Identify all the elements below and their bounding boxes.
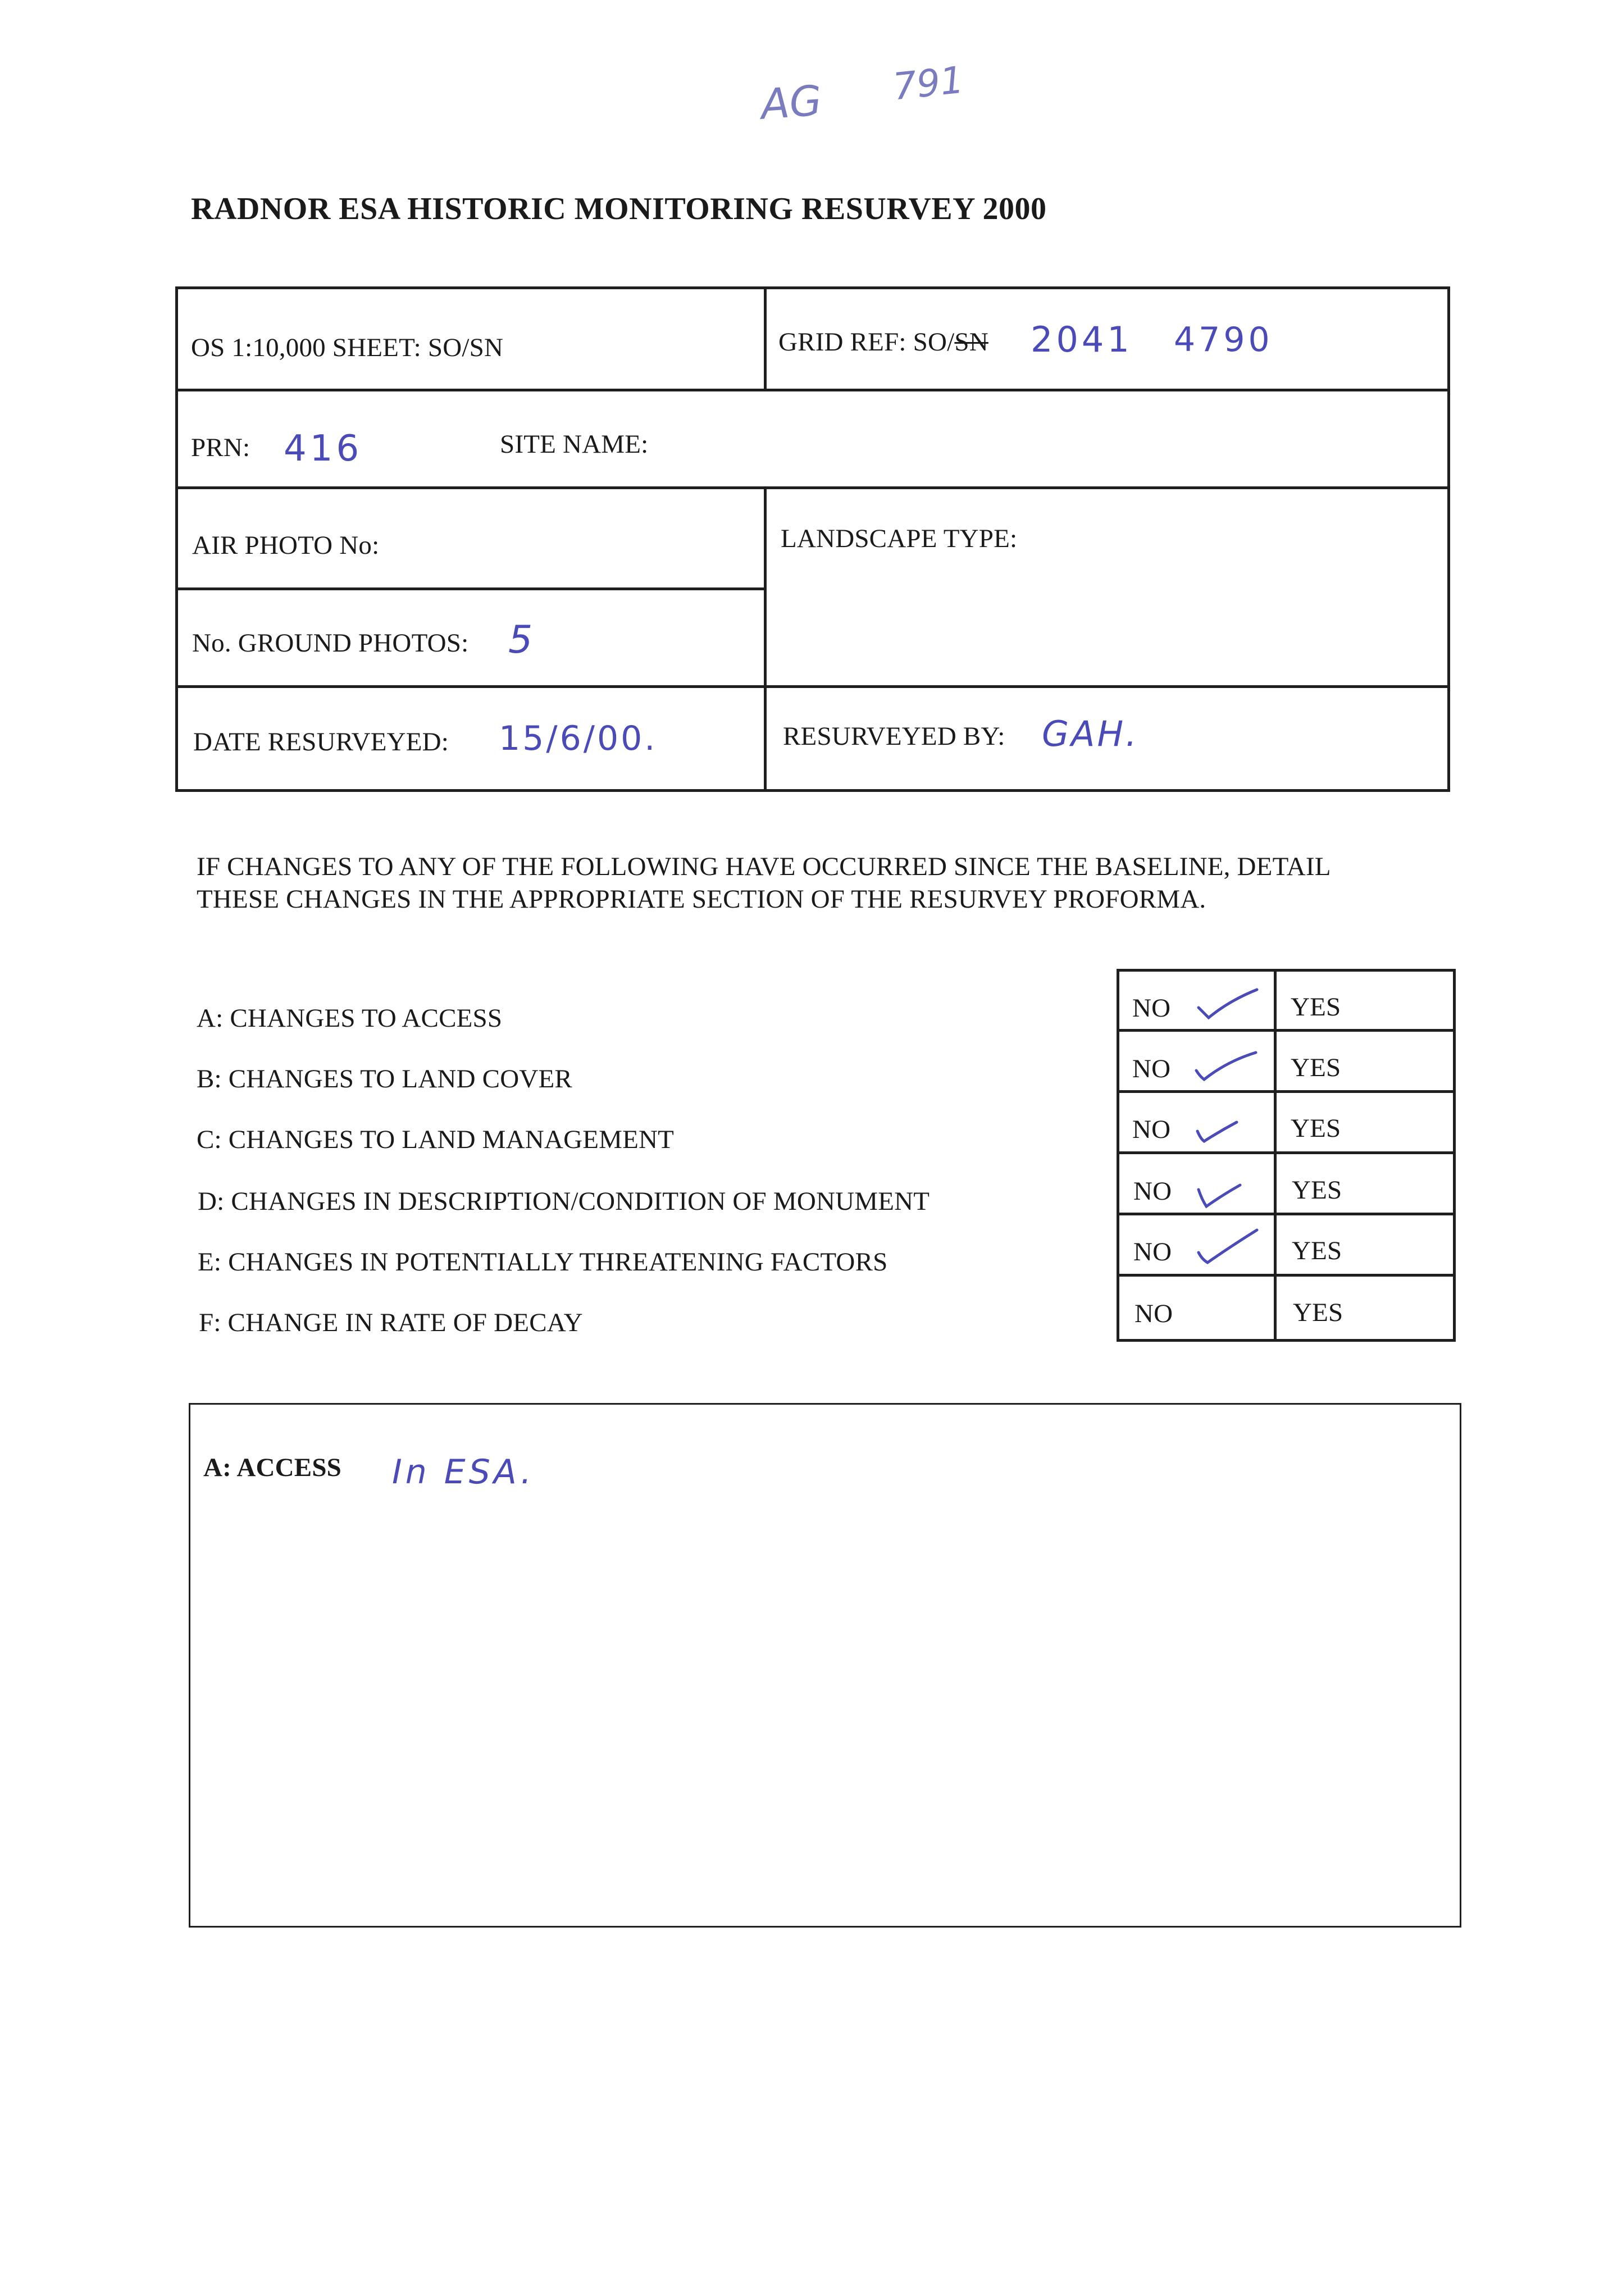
yes-option-d[interactable]: YES [1292,1176,1342,1205]
change-label-a: A: CHANGES TO ACCESS [197,1004,503,1033]
access-note[interactable]: In ESA. [392,1452,535,1492]
yes-option-c[interactable]: YES [1291,1114,1341,1143]
yes-option-b[interactable]: YES [1291,1053,1341,1082]
no-option-e[interactable]: NO [1133,1237,1172,1267]
prn-label: PRN: [191,433,250,462]
page-title: RADNOR ESA HISTORIC MONITORING RESURVEY 2000 [191,192,1047,226]
resurveyed-by-label: RESURVEYED BY: [783,722,1005,751]
prn-value: 416 [284,428,363,470]
row-divider [175,486,1450,489]
row-divider [175,389,1450,391]
tick-icon [1194,1114,1245,1148]
column-divider [764,486,767,792]
tick-icon [1193,1046,1260,1085]
grid-ref-northing: 4790 [1174,320,1273,359]
no-option-c[interactable]: NO [1132,1115,1171,1144]
change-label-f: F: CHANGE IN RATE OF DECAY [199,1308,583,1337]
yes-no-row-divider [1117,1213,1456,1215]
yes-no-row-divider [1117,1090,1456,1093]
change-label-c: C: CHANGES TO LAND MANAGEMENT [197,1125,675,1154]
yes-no-row-divider [1117,1151,1456,1154]
row-divider [175,685,1450,688]
air-photo-label: AIR PHOTO No: [192,531,380,560]
site-name-label: SITE NAME: [500,430,649,459]
no-option-f[interactable]: NO [1135,1299,1173,1328]
os-sheet-label: OS 1:10,000 SHEET: SO/SN [191,333,504,362]
grid-ref-easting: 2041 [1031,319,1133,360]
grid-ref-label: GRID REF: SO/ [778,327,955,357]
ground-photos-value: 5 [508,618,533,662]
no-option-b[interactable]: NO [1132,1054,1171,1083]
change-label-d: D: CHANGES IN DESCRIPTION/CONDITION OF MONUMENT [198,1187,930,1216]
date-resurveyed-label: DATE RESURVEYED: [193,727,449,757]
yes-no-row-divider [1117,1274,1456,1277]
landscape-type-label: LANDSCAPE TYPE: [781,524,1018,553]
tick-icon [1195,984,1263,1023]
annotation-number: 791 [891,58,966,109]
resurveyed-by-value: GAH. [1042,713,1139,754]
change-label-b: B: CHANGES TO LAND COVER [197,1064,572,1094]
yes-no-row-divider [1117,1029,1456,1032]
yes-no-grid [1117,969,1456,1342]
no-option-d[interactable]: NO [1133,1177,1172,1206]
instructions-line-2: THESE CHANGES IN THE APPROPRIATE SECTION OF THE RESURVEY PROFORMA. [197,885,1206,914]
change-label-e: E: CHANGES IN POTENTIALLY THREATENING FACTORS [198,1247,888,1277]
row-divider [175,587,766,590]
tick-icon [1194,1226,1261,1270]
access-section [189,1403,1461,1928]
access-section-label: A: ACCESS [203,1453,342,1482]
yes-option-a[interactable]: YES [1291,992,1341,1022]
yes-option-e[interactable]: YES [1292,1236,1342,1265]
tick-icon [1195,1175,1246,1214]
no-option-a[interactable]: NO [1132,994,1171,1023]
ground-photos-label: No. GROUND PHOTOS: [192,628,469,658]
annotation-initials: AG [759,76,823,129]
yes-no-divider [1274,969,1277,1342]
grid-ref-field [778,327,988,357]
yes-option-f[interactable]: YES [1293,1298,1343,1327]
date-resurveyed-value: 15/6/00. [499,719,658,758]
grid-ref-struck-sn: SN [954,327,988,357]
instructions-line-1: IF CHANGES TO ANY OF THE FOLLOWING HAVE OCCURRED SINCE THE BASELINE, DETAIL [197,852,1331,881]
column-divider [764,286,767,389]
